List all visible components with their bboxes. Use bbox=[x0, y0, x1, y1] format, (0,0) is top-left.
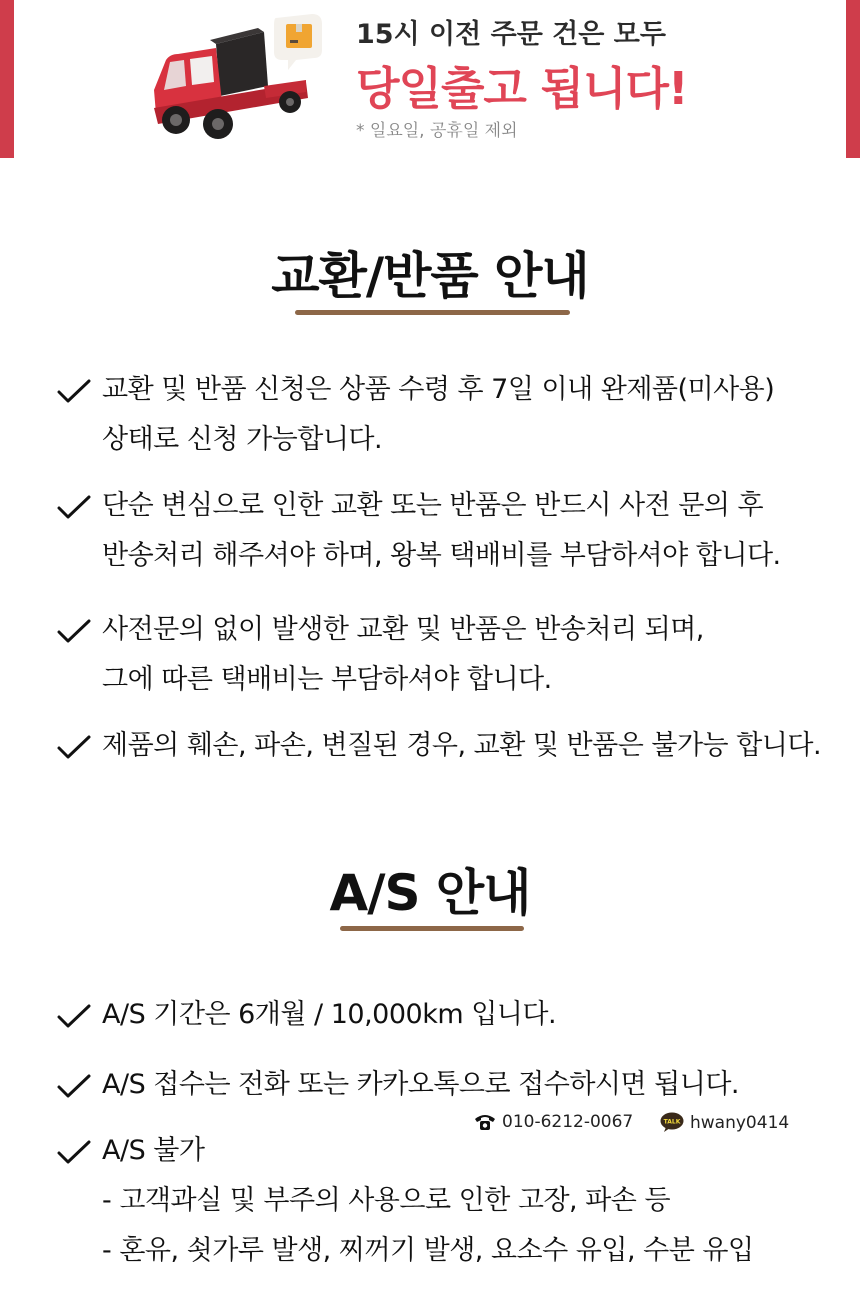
banner-note: * 일요일, 공휴일 제외 bbox=[356, 121, 518, 141]
check-icon bbox=[56, 617, 92, 645]
check-icon bbox=[56, 1002, 92, 1030]
kakaotalk-id: hwany0414 bbox=[690, 1113, 790, 1133]
exchange-item-line: 상태로 신청 가능합니다. bbox=[102, 424, 383, 455]
banner-left-bar bbox=[0, 0, 14, 158]
delivery-banner bbox=[0, 0, 860, 158]
exchange-item-line: 제품의 훼손, 파손, 변질된 경우, 교환 및 반품은 불가능 합니다. bbox=[102, 730, 822, 761]
exchange-section-title: 교환/반품 안내 bbox=[271, 247, 589, 305]
phone-number: 010-6212-0067 bbox=[502, 1112, 634, 1132]
as-item-sub-line: - 혼유, 쇳가루 발생, 찌꺼기 발생, 요소수 유입, 수분 유입 bbox=[102, 1235, 754, 1266]
as-item-sub-line: - 고객과실 및 부주의 사용으로 인한 고장, 파손 등 bbox=[102, 1185, 671, 1216]
as-item-line: A/S 불가 bbox=[102, 1135, 205, 1166]
as-item-line: A/S 접수는 전화 또는 카카오톡으로 접수하시면 됩니다. bbox=[102, 1069, 740, 1100]
exchange-title-underline bbox=[295, 310, 570, 315]
banner-headline: 15시 이전 주문 건은 모두 bbox=[356, 19, 666, 50]
check-icon bbox=[56, 733, 92, 761]
check-icon bbox=[56, 493, 92, 521]
as-title-underline bbox=[340, 926, 524, 931]
check-icon bbox=[56, 1138, 92, 1166]
check-icon bbox=[56, 1072, 92, 1100]
delivery-truck-icon bbox=[146, 10, 322, 144]
as-item-line: A/S 기간은 6개월 / 10,000km 입니다. bbox=[102, 999, 557, 1030]
exchange-item-line: 그에 따른 택배비는 부담하셔야 합니다. bbox=[102, 664, 552, 695]
exchange-item-line: 사전문의 없이 발생한 교환 및 반품은 반송처리 되며, bbox=[102, 614, 704, 645]
exchange-item-line: 반송처리 해주셔야 하며, 왕복 택배비를 부담하셔야 합니다. bbox=[102, 540, 781, 571]
as-section-title: A/S 안내 bbox=[329, 864, 531, 922]
exchange-item-line: 단순 변심으로 인한 교환 또는 반품은 반드시 사전 문의 후 bbox=[102, 490, 764, 521]
check-icon bbox=[56, 377, 92, 405]
banner-right-bar bbox=[846, 0, 860, 158]
banner-highlight: 당일출고 됩니다! bbox=[356, 62, 688, 115]
kakaotalk-badge: TALK bbox=[663, 1118, 681, 1126]
exchange-item-line: 교환 및 반품 신청은 상품 수령 후 7일 이내 완제품(미사용) bbox=[102, 374, 775, 405]
